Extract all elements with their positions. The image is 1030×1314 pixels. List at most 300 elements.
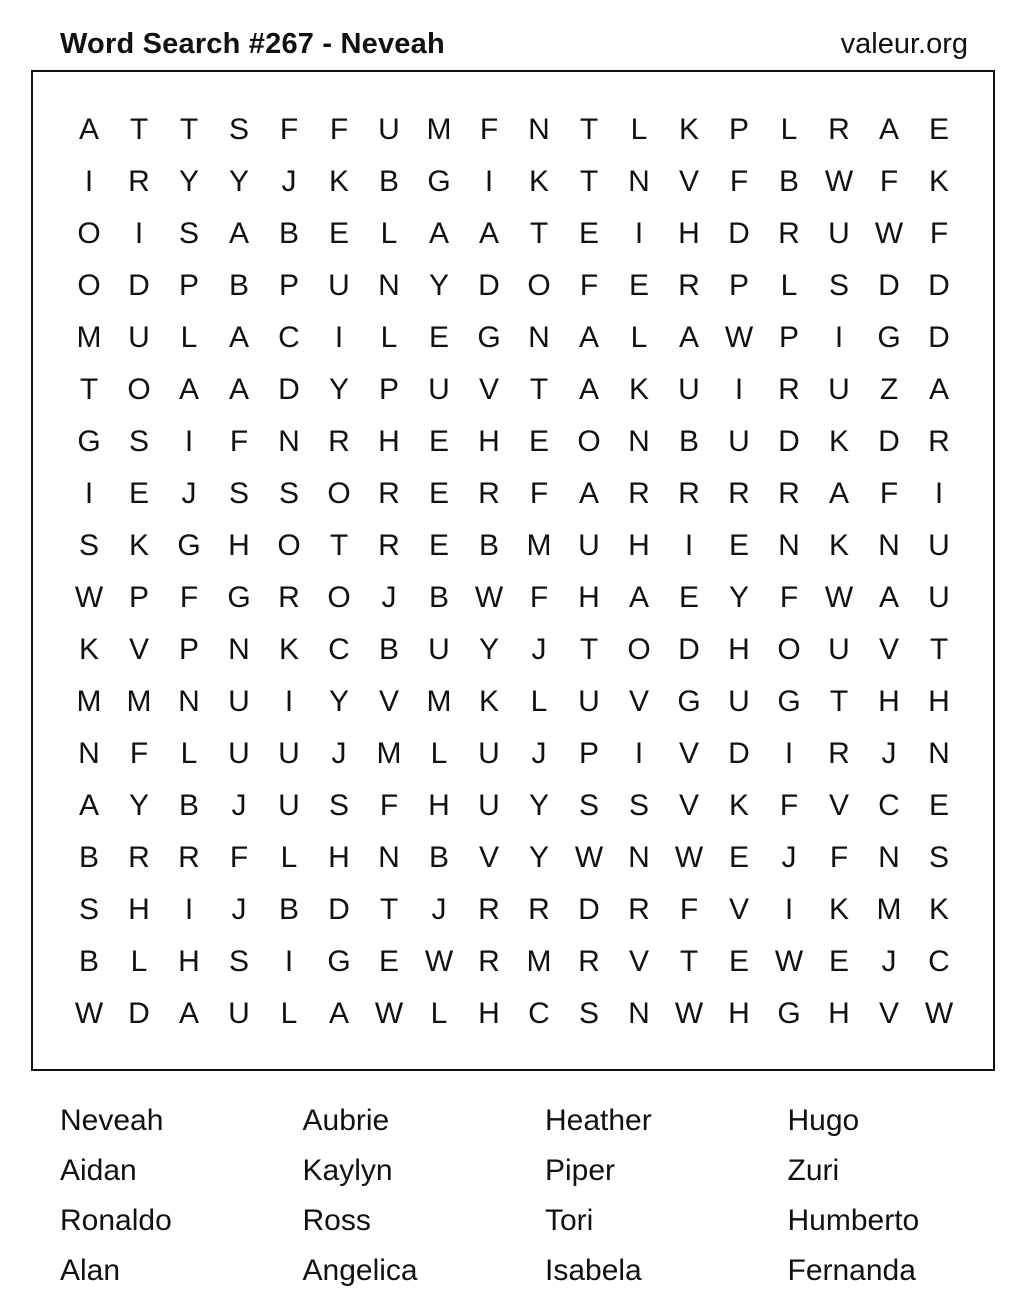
grid-letter: T	[129, 113, 149, 146]
grid-letter: V	[478, 373, 499, 406]
grid-letter: R	[478, 477, 500, 510]
grid-letter: G	[877, 321, 901, 354]
grid-letter: J	[381, 581, 397, 614]
grid-letter: O	[577, 425, 601, 458]
grid-letter: I	[634, 217, 644, 250]
grid-letter: E	[728, 945, 749, 978]
grid-letter: P	[578, 737, 599, 770]
grid-letter: M	[426, 113, 452, 146]
word-list-item: Alan	[60, 1254, 121, 1287]
grid-letter: A	[878, 113, 899, 146]
grid-letter: A	[228, 217, 249, 250]
grid-letter: M	[76, 321, 102, 354]
grid-letter: N	[628, 165, 650, 198]
grid-letter: S	[928, 841, 949, 874]
word-list-item: Humberto	[787, 1204, 920, 1237]
grid-letter: A	[878, 581, 899, 614]
grid-letter: C	[278, 321, 300, 354]
grid-letter: L	[630, 113, 648, 146]
grid-letter: R	[128, 165, 150, 198]
grid-letter: G	[477, 321, 501, 354]
grid-letter: W	[924, 997, 954, 1030]
grid-letter: U	[678, 373, 700, 406]
grid-letter: U	[578, 685, 600, 718]
grid-letter: W	[374, 997, 404, 1030]
grid-letter: J	[181, 477, 197, 510]
grid-letter: S	[228, 477, 249, 510]
grid-letter: B	[278, 217, 299, 250]
grid-letter: U	[928, 529, 950, 562]
grid-letter: A	[578, 477, 599, 510]
grid-letter: V	[378, 685, 399, 718]
grid-letter: N	[228, 633, 250, 666]
grid-letter: U	[478, 789, 500, 822]
word-list-item: Ronaldo	[60, 1204, 172, 1237]
grid-letter: T	[79, 373, 99, 406]
grid-letter: Y	[528, 789, 549, 822]
word-list-item: Fernanda	[787, 1254, 916, 1287]
grid-letter: K	[828, 893, 849, 926]
grid-letter: V	[628, 685, 649, 718]
grid-letter: E	[728, 841, 749, 874]
grid-letter: O	[527, 269, 551, 302]
grid-letter: T	[579, 633, 599, 666]
grid-letter: A	[328, 997, 349, 1030]
grid-letter: K	[828, 529, 849, 562]
grid-letter: R	[628, 477, 650, 510]
word-list-item: Angelica	[302, 1254, 418, 1287]
grid-letter: H	[628, 529, 650, 562]
grid-letter: K	[928, 893, 949, 926]
grid-letter: W	[674, 841, 704, 874]
grid-letter: W	[724, 321, 754, 354]
grid-letter: U	[378, 113, 400, 146]
grid-letter: F	[279, 113, 299, 146]
grid-letter: U	[428, 373, 450, 406]
grid-letter: W	[674, 997, 704, 1030]
grid-letter: G	[77, 425, 101, 458]
grid-letter: P	[378, 373, 399, 406]
word-list-item: Piper	[545, 1154, 616, 1187]
grid-letter: O	[327, 477, 351, 510]
grid-letter: W	[874, 217, 904, 250]
grid-letter: B	[778, 165, 799, 198]
grid-letter: R	[478, 893, 500, 926]
grid-letter: R	[778, 477, 800, 510]
grid-letter: U	[728, 685, 750, 718]
grid-letter: H	[478, 997, 500, 1030]
grid-letter: U	[828, 373, 850, 406]
grid-letter: H	[128, 893, 150, 926]
grid-letter: Y	[428, 269, 449, 302]
word-list-item: Ross	[302, 1204, 371, 1237]
grid-letter: D	[928, 321, 950, 354]
grid-letter: A	[578, 321, 599, 354]
grid-letter: M	[526, 529, 552, 562]
word-list-item: Aidan	[60, 1154, 137, 1187]
grid-letter: F	[129, 737, 149, 770]
grid-letter: V	[628, 945, 649, 978]
grid-letter: F	[729, 165, 749, 198]
grid-letter: L	[780, 113, 798, 146]
grid-letter: T	[579, 113, 599, 146]
word-list-item: Zuri	[787, 1154, 840, 1187]
grid-letter: U	[828, 633, 850, 666]
grid-letter: W	[774, 945, 804, 978]
grid-letter: J	[881, 737, 897, 770]
grid-letter: V	[128, 633, 149, 666]
grid-letter: L	[130, 945, 148, 978]
grid-letter: R	[128, 841, 150, 874]
grid-letter: R	[378, 477, 400, 510]
grid-letter: P	[728, 269, 749, 302]
grid-letter: K	[478, 685, 499, 718]
grid-letter: A	[928, 373, 949, 406]
puzzle-title: Word Search #267 - Neveah	[60, 28, 445, 60]
grid-letter: T	[179, 113, 199, 146]
grid-letter: T	[379, 893, 399, 926]
grid-letter: O	[627, 633, 651, 666]
grid-letter: U	[578, 529, 600, 562]
grid-letter: H	[728, 633, 750, 666]
grid-letter: R	[328, 425, 350, 458]
grid-letter: W	[474, 581, 504, 614]
grid-letter: N	[778, 529, 800, 562]
grid-letter: G	[177, 529, 201, 562]
grid-letter: P	[178, 633, 199, 666]
grid-letter: R	[628, 893, 650, 926]
grid-letter: F	[229, 841, 249, 874]
grid-letter: E	[628, 269, 649, 302]
grid-letter: S	[78, 893, 99, 926]
grid-letter: H	[428, 789, 450, 822]
grid-letter: S	[178, 217, 199, 250]
grid-letter: S	[128, 425, 149, 458]
grid-letter: R	[378, 529, 400, 562]
grid-letter: M	[526, 945, 552, 978]
word-list-item: Neveah	[60, 1104, 164, 1137]
grid-letter: J	[531, 633, 547, 666]
grid-letter: A	[228, 373, 249, 406]
grid-letter: I	[784, 893, 794, 926]
grid-letter: O	[777, 633, 801, 666]
grid-letter: M	[376, 737, 402, 770]
grid-letter: H	[178, 945, 200, 978]
grid-letter: L	[630, 321, 648, 354]
grid-letter: N	[278, 425, 300, 458]
grid-letter: S	[78, 529, 99, 562]
grid-letter: K	[328, 165, 349, 198]
grid-letter: E	[578, 217, 599, 250]
word-list-item: Aubrie	[302, 1104, 390, 1137]
grid-letter: H	[478, 425, 500, 458]
grid-letter: Y	[528, 841, 549, 874]
grid-letter: J	[331, 737, 347, 770]
grid-letter: R	[728, 477, 750, 510]
grid-letter: L	[530, 685, 548, 718]
grid-letter: V	[678, 737, 699, 770]
grid-letter: V	[678, 789, 699, 822]
grid-letter: E	[428, 425, 449, 458]
grid-letter: F	[329, 113, 349, 146]
grid-letter: F	[929, 217, 949, 250]
grid-letter: N	[78, 737, 100, 770]
grid-letter: J	[231, 789, 247, 822]
grid-letter: N	[928, 737, 950, 770]
grid-letter: I	[484, 165, 494, 198]
grid-letter: W	[824, 165, 854, 198]
grid-letter: R	[828, 737, 850, 770]
grid-letter: H	[678, 217, 700, 250]
grid-letter: P	[278, 269, 299, 302]
grid-letter: U	[278, 789, 300, 822]
grid-letter: U	[828, 217, 850, 250]
grid-letter: F	[779, 581, 799, 614]
grid-letter: D	[928, 269, 950, 302]
grid-letter: I	[834, 321, 844, 354]
grid-letter: V	[728, 893, 749, 926]
grid-letter: N	[878, 529, 900, 562]
grid-letter: D	[728, 737, 750, 770]
grid-letter: A	[78, 789, 99, 822]
grid-letter: F	[879, 165, 899, 198]
grid-letter: R	[778, 217, 800, 250]
grid-letter: D	[128, 269, 150, 302]
grid-letter: G	[777, 997, 801, 1030]
grid-letter: O	[277, 529, 301, 562]
grid-letter: B	[278, 893, 299, 926]
grid-letter: I	[634, 737, 644, 770]
grid-letter: V	[878, 997, 899, 1030]
grid-letter: N	[378, 269, 400, 302]
grid-letter: U	[428, 633, 450, 666]
grid-letter: T	[679, 945, 699, 978]
grid-letter: R	[178, 841, 200, 874]
grid-letter: M	[876, 893, 902, 926]
grid-letter: D	[678, 633, 700, 666]
grid-letter: D	[478, 269, 500, 302]
grid-letter: S	[228, 113, 249, 146]
site-name: valeur.org	[840, 28, 968, 60]
grid-letter: F	[379, 789, 399, 822]
grid-letter: W	[824, 581, 854, 614]
grid-letter: K	[678, 113, 699, 146]
word-list-item: Isabela	[545, 1254, 642, 1287]
grid-letter: K	[528, 165, 549, 198]
grid-letter: N	[528, 113, 550, 146]
grid-letter: W	[424, 945, 454, 978]
grid-letter: G	[227, 581, 251, 614]
grid-letter: F	[179, 581, 199, 614]
grid-letter: B	[678, 425, 699, 458]
grid-letter: S	[578, 997, 599, 1030]
grid-letter: W	[74, 581, 104, 614]
grid-letter: H	[328, 841, 350, 874]
grid-letter: N	[528, 321, 550, 354]
grid-letter: P	[778, 321, 799, 354]
grid-letter: B	[178, 789, 199, 822]
grid-letter: I	[84, 477, 94, 510]
grid-letter: A	[628, 581, 649, 614]
grid-letter: J	[531, 737, 547, 770]
grid-letter: O	[327, 581, 351, 614]
grid-letter: E	[928, 789, 949, 822]
grid-letter: A	[578, 373, 599, 406]
grid-letter: F	[779, 789, 799, 822]
grid-letter: E	[428, 477, 449, 510]
grid-letter: R	[778, 373, 800, 406]
grid-letter: G	[427, 165, 451, 198]
grid-letter: J	[781, 841, 797, 874]
word-list-item: Hugo	[787, 1104, 860, 1137]
grid-letter: R	[678, 477, 700, 510]
grid-letter: P	[728, 113, 749, 146]
grid-letter: Y	[228, 165, 249, 198]
grid-letter: A	[178, 997, 199, 1030]
grid-letter: K	[828, 425, 849, 458]
grid-letter: Y	[328, 373, 349, 406]
grid-letter: I	[184, 425, 194, 458]
grid-letter: G	[327, 945, 351, 978]
grid-letter: R	[478, 945, 500, 978]
grid-letter: D	[578, 893, 600, 926]
grid-letter: R	[828, 113, 850, 146]
grid-letter: I	[684, 529, 694, 562]
grid-letter: C	[528, 997, 550, 1030]
grid-letter: I	[784, 737, 794, 770]
grid-letter: Y	[328, 685, 349, 718]
grid-letter: S	[228, 945, 249, 978]
grid-letter: V	[828, 789, 849, 822]
grid-letter: F	[679, 893, 699, 926]
grid-letter: E	[428, 321, 449, 354]
grid-letter: H	[878, 685, 900, 718]
grid-letter: U	[128, 321, 150, 354]
grid-letter: S	[628, 789, 649, 822]
grid-letter: F	[529, 477, 549, 510]
grid-letter: G	[677, 685, 701, 718]
grid-letter: I	[734, 373, 744, 406]
grid-letter: I	[284, 945, 294, 978]
grid-letter: C	[928, 945, 950, 978]
grid-letter: K	[128, 529, 149, 562]
grid-letter: B	[478, 529, 499, 562]
grid-letter: I	[134, 217, 144, 250]
grid-letter: S	[828, 269, 849, 302]
grid-letter: E	[928, 113, 949, 146]
grid-letter: I	[284, 685, 294, 718]
grid-letter: E	[328, 217, 349, 250]
grid-letter: N	[178, 685, 200, 718]
grid-letter: U	[728, 425, 750, 458]
word-list-item: Kaylyn	[302, 1154, 393, 1187]
grid-letter: T	[579, 165, 599, 198]
grid-letter: N	[628, 997, 650, 1030]
grid-letter: E	[428, 529, 449, 562]
grid-letter: Z	[879, 373, 899, 406]
grid-letter: O	[77, 217, 101, 250]
grid-letter: D	[128, 997, 150, 1030]
grid-letter: U	[478, 737, 500, 770]
letter-grid	[64, 104, 964, 1040]
grid-letter: T	[829, 685, 849, 718]
grid-letter: K	[928, 165, 949, 198]
grid-letter: F	[829, 841, 849, 874]
grid-letter: M	[126, 685, 152, 718]
grid-letter: S	[328, 789, 349, 822]
grid-letter: E	[678, 581, 699, 614]
grid-letter: B	[378, 165, 399, 198]
grid-letter: B	[378, 633, 399, 666]
grid-letter: U	[228, 737, 250, 770]
grid-letter: T	[529, 217, 549, 250]
grid-letter: Y	[128, 789, 149, 822]
grid-letter: J	[231, 893, 247, 926]
grid-letter: R	[278, 581, 300, 614]
grid-letter: L	[380, 217, 398, 250]
word-list-item: Heather	[545, 1104, 652, 1137]
grid-letter: L	[430, 737, 448, 770]
grid-letter: A	[78, 113, 99, 146]
grid-letter: E	[378, 945, 399, 978]
grid-letter: M	[76, 685, 102, 718]
grid-letter: A	[478, 217, 499, 250]
grid-letter: H	[828, 997, 850, 1030]
grid-letter: F	[579, 269, 599, 302]
grid-letter: F	[529, 581, 549, 614]
grid-letter: L	[280, 997, 298, 1030]
grid-letter: U	[928, 581, 950, 614]
grid-letter: U	[228, 997, 250, 1030]
grid-letter: H	[928, 685, 950, 718]
grid-letter: F	[229, 425, 249, 458]
grid-letter: I	[334, 321, 344, 354]
grid-letter: P	[128, 581, 149, 614]
grid-letter: B	[428, 581, 449, 614]
grid-letter: L	[430, 997, 448, 1030]
grid-letter: U	[228, 685, 250, 718]
grid-letter: N	[878, 841, 900, 874]
grid-letter: R	[528, 893, 550, 926]
grid-letter: E	[828, 945, 849, 978]
grid-letter: L	[180, 321, 198, 354]
grid-letter: E	[128, 477, 149, 510]
grid-letter: W	[74, 997, 104, 1030]
grid-letter: J	[281, 165, 297, 198]
grid-letter: V	[678, 165, 699, 198]
grid-letter: R	[578, 945, 600, 978]
grid-letter: E	[728, 529, 749, 562]
grid-letter: M	[426, 685, 452, 718]
grid-letter: J	[881, 945, 897, 978]
grid-letter: E	[528, 425, 549, 458]
grid-letter: L	[180, 737, 198, 770]
grid-letter: F	[879, 477, 899, 510]
grid-letter: L	[280, 841, 298, 874]
grid-letter: H	[228, 529, 250, 562]
grid-letter: K	[278, 633, 299, 666]
grid-letter: G	[777, 685, 801, 718]
grid-letter: O	[77, 269, 101, 302]
grid-letter: R	[928, 425, 950, 458]
grid-letter: L	[380, 321, 398, 354]
grid-letter: Y	[478, 633, 499, 666]
grid-letter: W	[574, 841, 604, 874]
grid-letter: D	[278, 373, 300, 406]
grid-letter: N	[628, 425, 650, 458]
grid-letter: K	[628, 373, 649, 406]
grid-letter: V	[878, 633, 899, 666]
